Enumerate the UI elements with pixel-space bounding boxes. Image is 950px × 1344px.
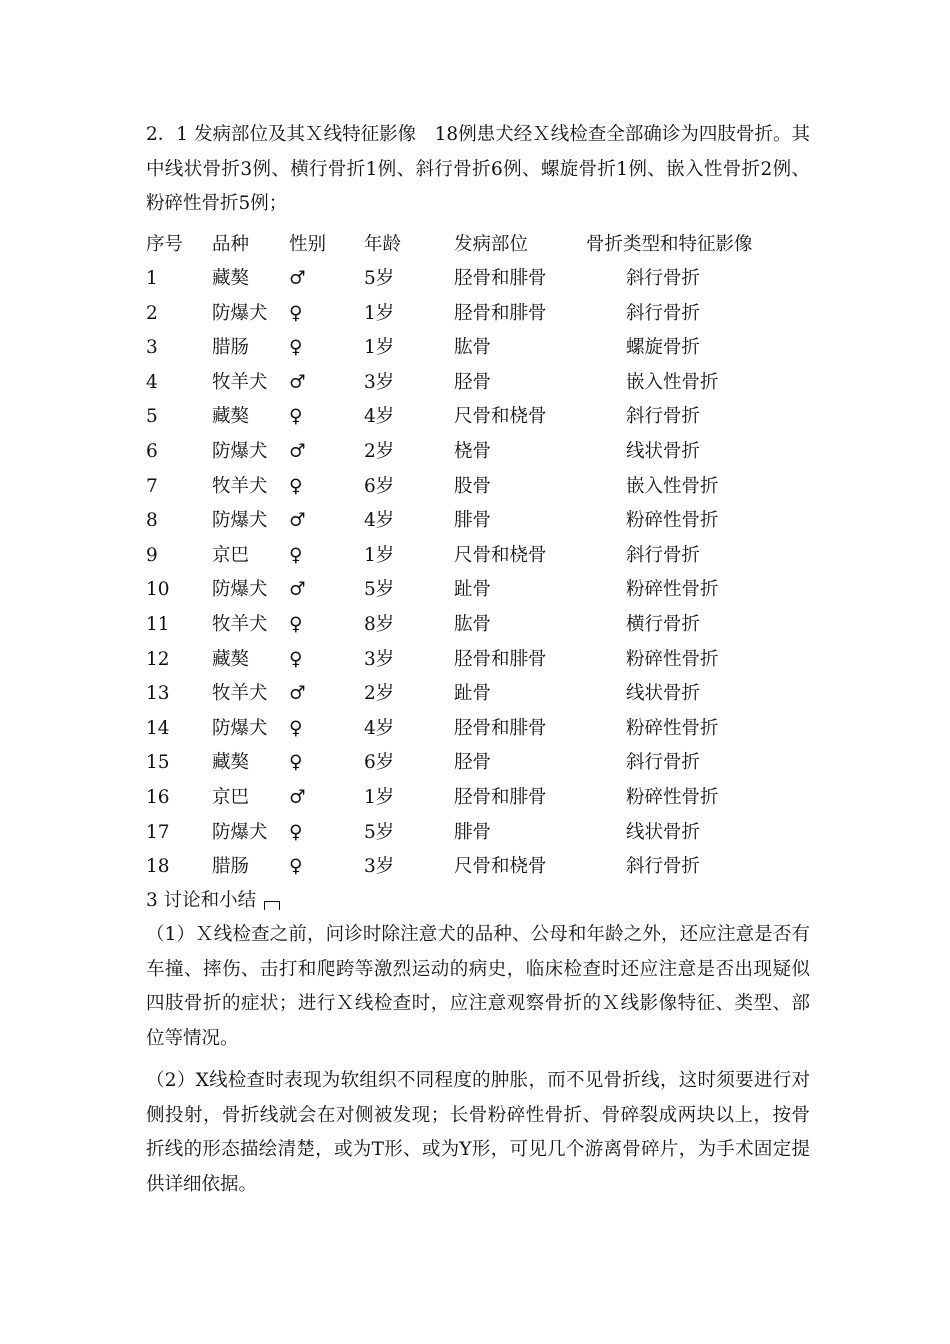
table-row [146, 677, 846, 712]
cell-index: 7 [146, 475, 158, 497]
cell-sex: ♀ [289, 752, 303, 774]
cell-sex: ♀ [289, 648, 303, 670]
cell-index: 6 [146, 440, 158, 462]
cell-site: 趾骨 [454, 683, 492, 705]
cell-breed: 牧羊犬 [212, 613, 268, 635]
cell-breed: 牧羊犬 [212, 683, 268, 705]
cell-breed: 防爆犬 [212, 717, 268, 739]
cell-site: 股骨 [454, 475, 492, 497]
cell-site: 胫骨和腓骨 [454, 268, 547, 289]
cell-age: 5岁 [364, 579, 395, 601]
cell-site: 胫骨 [454, 371, 492, 393]
cell-breed: 藏獒 [212, 752, 250, 774]
cell-age: 3岁 [364, 648, 395, 670]
cell-breed: 牧羊犬 [212, 475, 268, 497]
cell-fracture-type: 粉碎性骨折 [626, 579, 719, 601]
cell-age: 8岁 [364, 613, 395, 635]
table-row [146, 262, 846, 297]
cell-site: 胫骨 [454, 752, 492, 774]
cell-age: 3岁 [364, 371, 395, 393]
cell-age: 1岁 [364, 786, 395, 808]
header-index: 序号 [146, 234, 184, 255]
cell-age: 5岁 [364, 268, 395, 289]
cell-age: 3岁 [364, 856, 395, 878]
cell-breed: 京巴 [212, 544, 250, 566]
intro-paragraph: 2．1 发病部位及其Ｘ线特征影像 18例患犬经Ｘ线检查全部确诊为四肢骨折。其中线状骨折3例、横行骨折1例、斜行骨折6例、螺旋骨折1例、嵌入性骨折2例、粉碎性骨折5例； [146, 124, 810, 214]
cell-site: 腓骨 [454, 821, 492, 843]
cell-age: 1岁 [364, 337, 395, 359]
cell-breed: 藏獒 [212, 648, 250, 670]
cell-fracture-type: 螺旋骨折 [626, 337, 701, 359]
cell-fracture-type: 粉碎性骨折 [626, 717, 719, 739]
cell-age: 6岁 [364, 475, 395, 497]
table-row [146, 297, 846, 332]
cell-sex: ♀ [289, 717, 303, 739]
cell-breed: 京巴 [212, 786, 250, 808]
table-row [146, 470, 846, 505]
header-breed: 品种 [212, 234, 250, 255]
cell-index: 16 [146, 786, 170, 808]
cell-breed: 防爆犬 [212, 302, 268, 324]
header-fracture-type: 骨折类型和特征影像 [586, 234, 753, 255]
cell-sex: ♂ [289, 440, 306, 462]
cell-site: 腓骨 [454, 510, 492, 532]
cell-index: 12 [146, 648, 170, 670]
cell-site: 尺骨和桡骨 [454, 544, 547, 566]
table-row [146, 850, 846, 885]
cell-fracture-type: 横行骨折 [626, 613, 701, 635]
cell-sex: ♀ [289, 613, 303, 635]
cell-index: 4 [146, 371, 158, 393]
cell-index: 17 [146, 821, 170, 843]
cell-fracture-type: 粉碎性骨折 [626, 648, 719, 670]
cell-fracture-type: 斜行骨折 [626, 544, 701, 566]
header-site: 发病部位 [454, 234, 529, 255]
cell-index: 1 [146, 268, 158, 289]
cell-site: 胫骨和腓骨 [454, 717, 547, 739]
cell-age: 2岁 [364, 683, 395, 705]
cell-breed: 防爆犬 [212, 440, 268, 462]
table-row [146, 643, 846, 678]
cell-site: 桡骨 [454, 440, 492, 462]
cell-fracture-type: 线状骨折 [626, 821, 701, 843]
section-3-title: 3 讨论和小结 [146, 890, 257, 911]
table-row [146, 400, 846, 435]
cell-index: 14 [146, 717, 170, 739]
cell-index: 3 [146, 337, 158, 359]
cell-sex: ♀ [289, 337, 303, 359]
cell-sex: ♀ [289, 302, 303, 324]
table-header [146, 228, 846, 262]
cell-fracture-type: 粉碎性骨折 [626, 510, 719, 532]
cell-breed: 藏獒 [212, 406, 250, 428]
table-row [146, 712, 846, 747]
cell-breed: 防爆犬 [212, 821, 268, 843]
case-table [146, 262, 846, 885]
cell-index: 9 [146, 544, 158, 566]
discussion-paragraph-1: （1）Ｘ线检查之前，问诊时除注意犬的品种、公母和年龄之外，还应注意是否有车撞、摔伤、击打和爬跨等激烈运动的病史，临床检查时还应注意是否出现疑似四肢骨折的症状；进行Ｘ线检查时，应注意观察骨折的Ｘ线影像特征、类型、部位等情况。 [146, 924, 810, 1049]
cell-index: 8 [146, 510, 158, 532]
cell-age: 5岁 [364, 821, 395, 843]
cell-age: 1岁 [364, 544, 395, 566]
cell-site: 胫骨和腓骨 [454, 648, 547, 670]
cell-breed: 腊肠 [212, 337, 250, 359]
cell-fracture-type: 嵌入性骨折 [626, 371, 719, 393]
cell-age: 4岁 [364, 510, 395, 532]
cell-age: 2岁 [364, 440, 395, 462]
cell-fracture-type: 粉碎性骨折 [626, 786, 719, 808]
cell-fracture-type: 线状骨折 [626, 683, 701, 705]
cell-sex: ♂ [289, 683, 306, 705]
cell-sex: ♀ [289, 821, 303, 843]
cell-site: 趾骨 [454, 579, 492, 601]
cell-site: 尺骨和桡骨 [454, 406, 547, 428]
table-row [146, 539, 846, 574]
cell-age: 4岁 [364, 717, 395, 739]
cell-sex: ♂ [289, 579, 306, 601]
cell-age: 4岁 [364, 406, 395, 428]
cell-site: 胫骨和腓骨 [454, 786, 547, 808]
cell-age: 1岁 [364, 302, 395, 324]
cell-sex: ♀ [289, 856, 303, 878]
cell-site: 胫骨和腓骨 [454, 302, 547, 324]
cell-site: 肱骨 [454, 613, 492, 635]
table-row [146, 366, 846, 401]
table-row [146, 608, 846, 643]
cell-sex: ♀ [289, 475, 303, 497]
cell-sex: ♂ [289, 268, 306, 289]
cell-sex: ♀ [289, 406, 303, 428]
cell-index: 15 [146, 752, 170, 774]
cell-breed: 防爆犬 [212, 579, 268, 601]
cell-breed: 腊肠 [212, 856, 250, 878]
cell-fracture-type: 斜行骨折 [626, 752, 701, 774]
cell-index: 18 [146, 856, 170, 878]
cell-fracture-type: 线状骨折 [626, 440, 701, 462]
cell-sex: ♂ [289, 371, 306, 393]
cell-index: 5 [146, 406, 158, 428]
cell-fracture-type: 斜行骨折 [626, 268, 701, 289]
cell-age: 6岁 [364, 752, 395, 774]
cell-site: 尺骨和桡骨 [454, 856, 547, 878]
cell-breed: 牧羊犬 [212, 371, 268, 393]
cell-sex: ♂ [289, 510, 306, 532]
cell-fracture-type: 斜行骨折 [626, 302, 701, 324]
cell-index: 10 [146, 579, 170, 601]
cell-fracture-type: 斜行骨折 [626, 406, 701, 428]
cell-sex: ♀ [289, 544, 303, 566]
bracket-mark-icon [264, 901, 280, 910]
table-row [146, 573, 846, 608]
table-row [146, 331, 846, 366]
section-3-heading [146, 884, 280, 918]
cell-index: 11 [146, 613, 170, 635]
cell-fracture-type: 嵌入性骨折 [626, 475, 719, 497]
cell-fracture-type: 斜行骨折 [626, 856, 701, 878]
cell-sex: ♂ [289, 786, 306, 808]
table-row [146, 746, 846, 781]
cell-breed: 藏獒 [212, 268, 250, 289]
table-row [146, 504, 846, 539]
cell-index: 2 [146, 302, 158, 324]
header-sex: 性别 [289, 234, 327, 255]
table-row [146, 816, 846, 851]
cell-breed: 防爆犬 [212, 510, 268, 532]
header-age: 年龄 [364, 234, 402, 255]
table-row [146, 435, 846, 470]
cell-site: 肱骨 [454, 337, 492, 359]
cell-index: 13 [146, 683, 170, 705]
table-row [146, 781, 846, 816]
discussion-paragraph-2: （2）X线检查时表现为软组织不同程度的肿胀，而不见骨折线，这时须要进行对侧投射，骨折线就会在对侧被发现；长骨粉碎性骨折、骨碎裂成两块以上，按骨折线的形态描绘清楚，或为T形、或为Y形，可见几个游离骨碎片，为手术固定提供详细依据。 [146, 1070, 810, 1195]
